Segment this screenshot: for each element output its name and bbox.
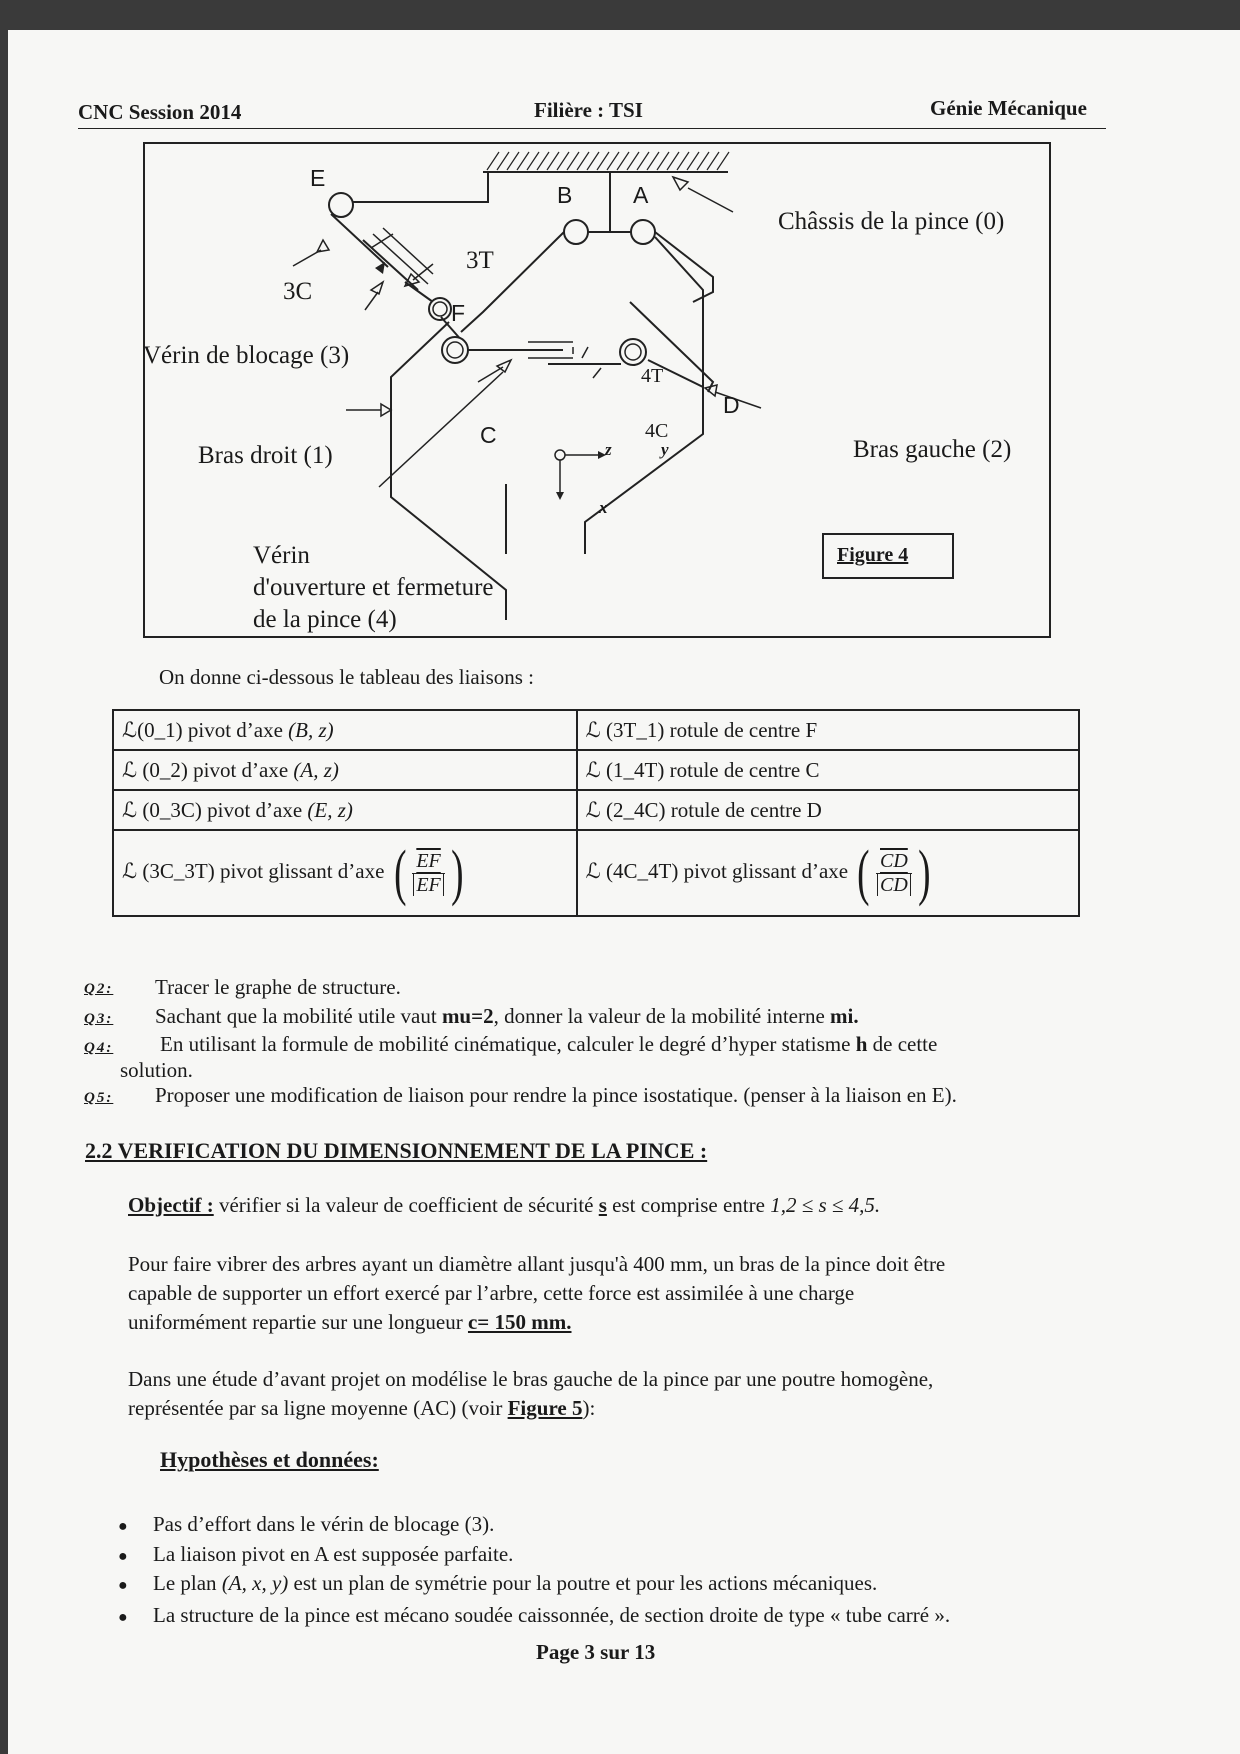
hypothesis-part: Le plan [153, 1571, 222, 1595]
liaison-name: ℒ (0_3C) pivot d’axe [122, 797, 308, 822]
q4-part: de cette [867, 1032, 938, 1056]
label-D: D [723, 392, 740, 418]
unit-vector-EF: ( $\frac{\overline{EF}}{EF}$ ) [393, 839, 464, 907]
header-discipline: Génie Mécanique [930, 96, 1087, 120]
liaison-axis: (A, z) [293, 757, 339, 782]
chassis-hatch [487, 152, 729, 170]
objectif-s: s [598, 1193, 607, 1217]
hypothesis-1: Pas d’effort dans le vérin de blocage (3). [153, 1512, 495, 1536]
objectif-text: vérifier si la valeur de coefficient de sécurité [213, 1193, 599, 1217]
paragraph-part: ): [582, 1396, 596, 1420]
q4-text-cont: solution. [120, 1058, 193, 1082]
paragraph-part: uniformément repartie sur une longueur [128, 1310, 468, 1334]
q3-part: Sachant que la mobilité utile vaut [155, 1004, 442, 1028]
table-row [113, 710, 1079, 750]
q2-text: Tracer le graphe de structure. [155, 975, 401, 999]
symmetry-plane: (A, x, y) [221, 1571, 289, 1595]
q3-number: Q3: [84, 1011, 114, 1027]
hypothesis-4: La structure de la pince est mécano soudée caissonnée, de section droite de type « tube carré ». [153, 1603, 951, 1627]
ball-C [442, 337, 468, 363]
bullet-icon: ● [118, 1577, 128, 1594]
liaison-name: ℒ (0_2) pivot d’axe [122, 757, 294, 782]
table-cell: ℒ (3T_1) rotule de centre F [577, 710, 1079, 750]
section-title: 2.2 VERIFICATION DU DIMENSIONNEMENT DE LA PINCE : [85, 1138, 708, 1163]
axis-z-origin [555, 450, 565, 460]
bullet-icon: ● [118, 1518, 128, 1535]
figure-5-ref: Figure 5 [507, 1396, 583, 1420]
objectif-range: 1,2 ≤ s ≤ 4,5. [770, 1193, 881, 1217]
paragraph-line [128, 1308, 945, 1337]
paragraph-line: Dans une étude d’avant projet on modélise le bras gauche de la pince par une poutre homogène, [128, 1367, 934, 1391]
table-cell [113, 790, 577, 830]
q3-text [155, 1004, 859, 1029]
table-cell [113, 750, 577, 790]
objectif-label: Objectif : [128, 1193, 214, 1217]
chassis-link-E [353, 172, 488, 202]
table-cell: ℒ (1_4T) rotule de centre C [577, 750, 1079, 790]
vector-num: $\overline{EF}$ [412, 850, 444, 874]
liaison-axis: (B, z) [288, 717, 334, 742]
table-cell [113, 710, 577, 750]
axis-label-x: x [599, 498, 608, 517]
q3-mi: mi. [830, 1004, 859, 1028]
paragraph-2 [128, 1365, 933, 1423]
label-C: C [480, 422, 497, 448]
label-4C: 4C [645, 420, 669, 442]
hypothesis-2: La liaison pivot en A est supposée parfaite. [153, 1542, 514, 1566]
cylinder-3-body [363, 240, 418, 290]
liaison-axis: (E, z) [307, 797, 353, 822]
liaison-name: ℒ (4C_4T) pivot glissant d’axe [585, 858, 849, 883]
liaisons-table [112, 709, 1080, 917]
q4-part: En utilisant la formule de mobilité cinématique, calculer le degré d’hyper statisme [160, 1032, 856, 1056]
paragraph-part: représentée par sa ligne moyenne (AC) (voir [128, 1396, 508, 1420]
header-rule [78, 128, 1106, 129]
liaison-name: ℒ (3C_3T) pivot glissant d’axe [122, 858, 385, 883]
axis-label-z: z [605, 440, 612, 459]
bullet-icon: ● [118, 1548, 128, 1565]
label-A: A [633, 182, 649, 208]
pivot-B [564, 220, 588, 244]
q2-number: Q2: [84, 981, 114, 997]
q5-number: Q5: [84, 1090, 114, 1106]
paragraph-1 [128, 1250, 945, 1337]
header-session: CNC Session 2014 [78, 100, 242, 124]
label-E: E [310, 165, 326, 191]
paragraph-line: capable de supporter un effort exercé par l’arbre, cette force est assimilée à une charge [128, 1281, 855, 1305]
paragraph-line: Pour faire vibrer des arbres ayant un diamètre allant jusqu'à 400 mm, un bras de la pince doit être [128, 1252, 946, 1276]
label-3T: 3T [466, 247, 494, 274]
table-row [113, 750, 1079, 790]
page-footer: Page 3 sur 13 [536, 1640, 656, 1664]
figure-4 [143, 142, 1051, 638]
leader-verin-blocage [365, 292, 378, 310]
table-row [113, 790, 1079, 830]
length-c: c= 150 mm. [467, 1310, 572, 1334]
q3-mu: mu=2 [441, 1004, 494, 1028]
pivot-A [631, 220, 655, 244]
unit-vector-CD: ( $\frac{\overline{CD}}{CD}$ ) [857, 839, 931, 907]
objectif-text: est comprise entre [606, 1193, 771, 1217]
label-B: B [557, 182, 573, 208]
label-verin-blocage: Vérin de blocage (3) [143, 342, 350, 369]
figure-caption: Figure 4 [837, 544, 909, 566]
table-row [113, 830, 1079, 916]
label-verin-ouverture-2: d'ouverture et fermeture [253, 574, 494, 601]
objectif [128, 1193, 880, 1218]
label-3C: 3C [283, 278, 313, 305]
q4-text [160, 1032, 937, 1057]
leader-4T [582, 347, 588, 358]
arm-left-2 [655, 232, 713, 302]
label-F: F [451, 300, 466, 326]
pivot-E [329, 193, 353, 217]
hypotheses-title: Hypothèses et données: [160, 1447, 379, 1472]
vector-num: $\overline{CD}$ [876, 850, 912, 874]
q4-number: Q4: [84, 1040, 114, 1056]
table-cell [577, 830, 1079, 916]
leader-4C [593, 368, 601, 378]
label-verin-ouverture-1: Vérin [253, 542, 310, 569]
label-bras-droit: Bras droit (1) [198, 442, 333, 469]
header-filiere: Filière : TSI [534, 98, 643, 122]
table-cell [113, 830, 577, 916]
hypothesis-3 [153, 1571, 877, 1596]
vector-norm: CD [877, 874, 911, 896]
leader-chassis [688, 188, 733, 212]
vector-norm: EF [413, 874, 443, 896]
liaison-name: ℒ(0_1) pivot d’axe [122, 717, 289, 742]
label-verin-ouverture-3: de la pince (4) [253, 606, 397, 633]
table-cell: ℒ (2_4C) rotule de centre D [577, 790, 1079, 830]
label-bras-gauche: Bras gauche (2) [853, 436, 1012, 463]
bullet-icon: ● [118, 1609, 128, 1626]
table-intro: On donne ci-dessous le tableau des liaisons : [159, 665, 535, 689]
label-4T: 4T [641, 365, 664, 387]
q4-h: h [855, 1032, 868, 1056]
q3-part: , donner la valeur de la mobilité interne [493, 1004, 831, 1028]
axis-label-y: y [661, 440, 669, 459]
q5-text: Proposer une modification de liaison pour rendre la pince isostatique. (penser à la liaison en E). [155, 1083, 957, 1107]
label-chassis: Châssis de la pince (0) [778, 208, 1005, 235]
hypothesis-part: est un plan de symétrie pour la poutre et pour les actions mécaniques. [288, 1571, 878, 1595]
paragraph-line [128, 1394, 933, 1423]
ball-D [620, 339, 646, 365]
